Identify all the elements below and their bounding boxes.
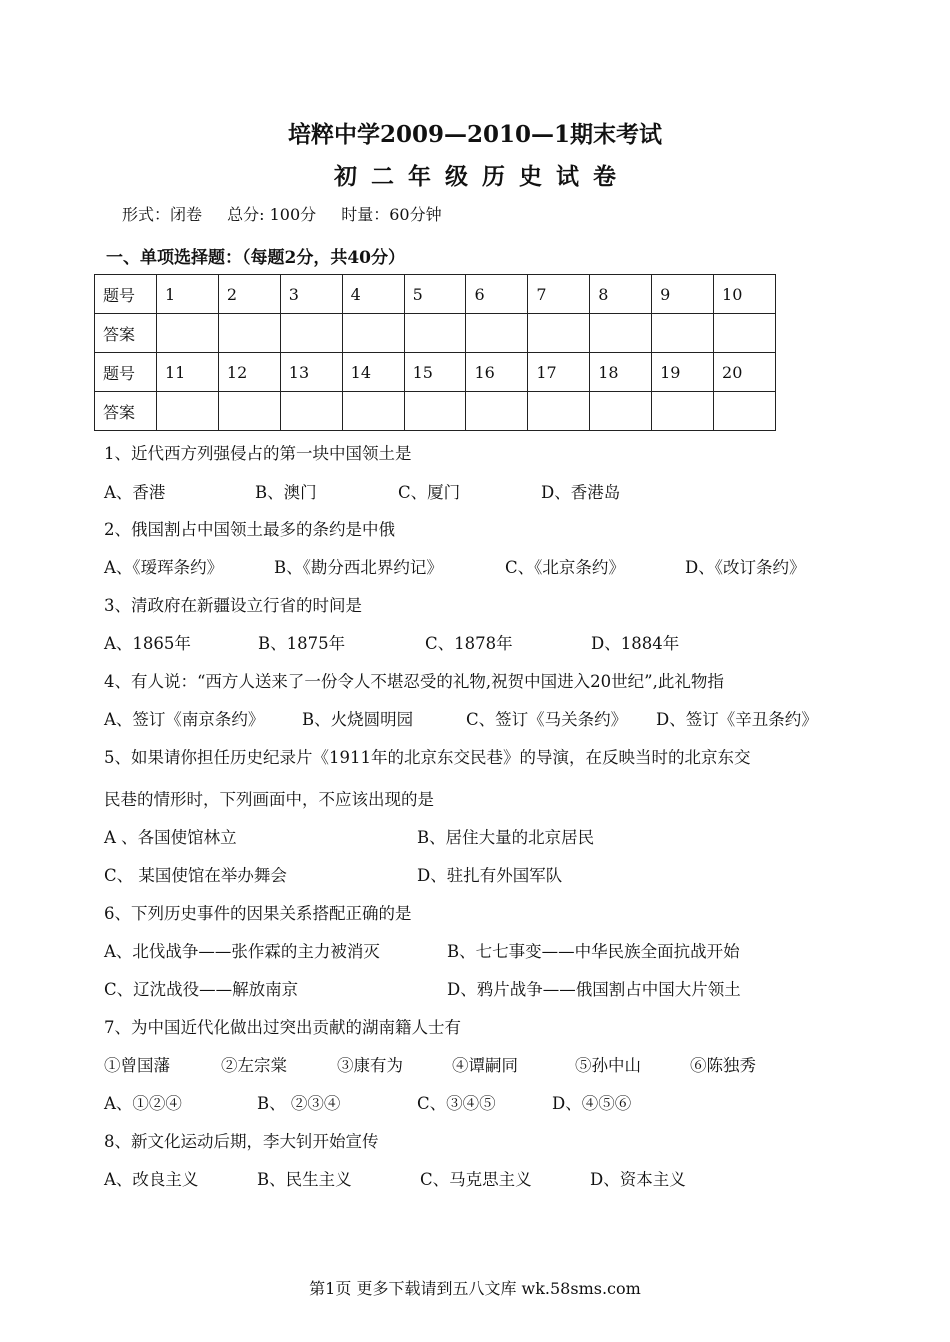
- number-cell: 10: [714, 275, 776, 314]
- q3-option-d: D、1884年: [591, 634, 680, 653]
- number-cell: 2: [218, 275, 280, 314]
- number-cell: 16: [466, 353, 528, 392]
- q2-option-a: A、《瑷珲条约》: [104, 558, 224, 577]
- answer-cell[interactable]: [466, 392, 528, 431]
- row-label: 答案: [95, 392, 157, 431]
- number-cell: 13: [280, 353, 342, 392]
- number-cell: 18: [590, 353, 652, 392]
- number-cell: 12: [218, 353, 280, 392]
- table-row: [95, 353, 776, 392]
- q1-option-c: C、厦门: [398, 483, 461, 502]
- q7-item: ③康有为: [337, 1056, 403, 1075]
- number-cell: 8: [590, 275, 652, 314]
- q1-option-a: A、香港: [104, 483, 166, 502]
- number-cell: 11: [157, 353, 219, 392]
- exam-total: 总分: 100分: [227, 205, 317, 224]
- exam-title: 培粹中学2009—2010—1期末考试: [287, 121, 663, 148]
- q6-option-a: A、北伐战争——张作霖的主力被消灭: [104, 942, 380, 961]
- answer-table: [94, 274, 776, 431]
- answer-cell[interactable]: [528, 392, 590, 431]
- row-label: 题号: [95, 275, 157, 314]
- q7-item: ②左宗棠: [221, 1056, 287, 1075]
- q5-option-c: C、 某国使馆在举办舞会: [104, 866, 287, 885]
- answer-cell[interactable]: [404, 392, 466, 431]
- answer-cell[interactable]: [157, 392, 219, 431]
- answer-cell[interactable]: [590, 314, 652, 353]
- page-footer: 第1页 更多下载请到五八文库 wk.58sms.com: [309, 1279, 641, 1298]
- number-cell: 5: [404, 275, 466, 314]
- table-row: [95, 314, 776, 353]
- q5-option-a: A 、各国使馆林立: [104, 828, 237, 847]
- q1-option-d: D、香港岛: [541, 483, 621, 502]
- answer-cell[interactable]: [652, 314, 714, 353]
- answer-cell[interactable]: [157, 314, 219, 353]
- q8-option-a: A、改良主义: [104, 1170, 199, 1189]
- q2-option-b: B、《勘分西北界约记》: [274, 558, 443, 577]
- answer-cell[interactable]: [280, 314, 342, 353]
- answer-cell[interactable]: [714, 392, 776, 431]
- q4-option-a: A、签订《南京条约》: [104, 710, 265, 729]
- q4-option-c: C、签订《马关条约》: [466, 710, 628, 729]
- q6-option-d: D、鸦片战争——俄国割占中国大片领土: [447, 980, 741, 999]
- table-row: [95, 275, 776, 314]
- q7-option-d: D、④⑤⑥: [552, 1094, 632, 1113]
- exam-subtitle: 初二年级历史试卷: [334, 163, 630, 190]
- question-4-text: 4、有人说：“西方人送来了一份令人不堪忍受的礼物,祝贺中国进入20世纪”,此礼物指: [104, 672, 724, 691]
- exam-form: 形式：闭卷: [122, 205, 203, 224]
- answer-cell[interactable]: [466, 314, 528, 353]
- question-3-text: 3、清政府在新疆设立行省的时间是: [104, 596, 362, 615]
- question-6-text: 6、下列历史事件的因果关系搭配正确的是: [104, 904, 412, 923]
- question-8-text: 8、新文化运动后期，李大钊开始宣传: [104, 1132, 379, 1151]
- section-title: 一、单项选择题：（每题2分，共40分）: [106, 248, 405, 268]
- q3-option-b: B、1875年: [258, 634, 346, 653]
- answer-cell[interactable]: [280, 392, 342, 431]
- number-cell: 15: [404, 353, 466, 392]
- answer-cell[interactable]: [218, 314, 280, 353]
- q6-option-c: C、辽沈战役——解放南京: [104, 980, 299, 999]
- q7-option-a: A、①②④: [104, 1094, 182, 1113]
- number-cell: 14: [342, 353, 404, 392]
- number-cell: 3: [280, 275, 342, 314]
- number-cell: 6: [466, 275, 528, 314]
- q4-option-b: B、火烧圆明园: [302, 710, 414, 729]
- answer-cell[interactable]: [590, 392, 652, 431]
- q7-item: ④谭嗣同: [452, 1056, 518, 1075]
- q7-option-c: C、③④⑤: [417, 1094, 496, 1113]
- answer-cell[interactable]: [404, 314, 466, 353]
- answer-cell[interactable]: [714, 314, 776, 353]
- question-2-text: 2、俄国割占中国领土最多的条约是中俄: [104, 520, 395, 539]
- q7-item: ⑥陈独秀: [690, 1056, 756, 1075]
- number-cell: 20: [714, 353, 776, 392]
- q2-option-c: C、《北京条约》: [505, 558, 625, 577]
- answer-cell[interactable]: [342, 314, 404, 353]
- q2-option-d: D、《改订条约》: [685, 558, 806, 577]
- question-1-text: 1、近代西方列强侵占的第一块中国领土是: [104, 444, 412, 463]
- q7-option-b: B、 ②③④: [257, 1094, 341, 1113]
- row-label: 答案: [95, 314, 157, 353]
- question-5-text-line2: 民巷的情形时，下列画面中，不应该出现的是: [104, 790, 434, 809]
- q5-option-d: D、驻扎有外国军队: [417, 866, 563, 885]
- q3-option-c: C、1878年: [425, 634, 513, 653]
- q6-option-b: B、七七事变——中华民族全面抗战开始: [447, 942, 740, 961]
- number-cell: 4: [342, 275, 404, 314]
- number-cell: 9: [652, 275, 714, 314]
- q8-option-b: B、民生主义: [257, 1170, 352, 1189]
- q8-option-d: D、资本主义: [590, 1170, 686, 1189]
- q1-option-b: B、澳门: [255, 483, 317, 502]
- number-cell: 17: [528, 353, 590, 392]
- q3-option-a: A、1865年: [104, 634, 191, 653]
- number-cell: 19: [652, 353, 714, 392]
- exam-time: 时量：60分钟: [341, 205, 442, 224]
- answer-cell[interactable]: [528, 314, 590, 353]
- table-row: [95, 392, 776, 431]
- q4-option-d: D、签订《辛丑条约》: [656, 710, 818, 729]
- number-cell: 7: [528, 275, 590, 314]
- number-cell: 1: [157, 275, 219, 314]
- answer-cell[interactable]: [218, 392, 280, 431]
- q8-option-c: C、马克思主义: [420, 1170, 532, 1189]
- q5-option-b: B、居住大量的北京居民: [417, 828, 595, 847]
- q7-item: ①曾国藩: [104, 1056, 170, 1075]
- exam-meta: [122, 202, 462, 225]
- answer-cell[interactable]: [342, 392, 404, 431]
- answer-cell[interactable]: [652, 392, 714, 431]
- q7-item: ⑤孙中山: [575, 1056, 641, 1075]
- question-5-text-line1: 5、如果请你担任历史纪录片《1911年的北京东交民巷》的导演，在反映当时的北京东交: [104, 748, 751, 767]
- row-label: 题号: [95, 353, 157, 392]
- question-7-text: 7、为中国近代化做出过突出贡献的湖南籍人士有: [104, 1018, 461, 1037]
